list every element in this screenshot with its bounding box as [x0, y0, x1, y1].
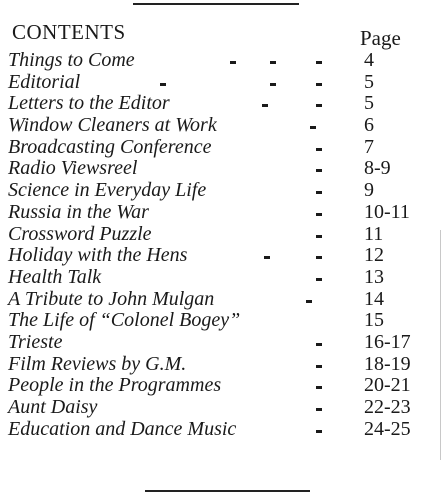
toc-entry-title: Trieste	[8, 330, 63, 353]
toc-entry-page: 4	[364, 49, 374, 71]
toc-entry	[0, 137, 445, 159]
toc-entry-page: 16-17	[364, 330, 411, 353]
toc-entry-page: 15	[364, 309, 384, 332]
top-rule	[133, 3, 299, 5]
toc-entry-title: The Life of “Colonel Bogey”	[8, 309, 241, 332]
toc-entry	[0, 93, 445, 115]
toc-entry-page: 11	[364, 222, 384, 245]
leader-dot	[316, 386, 322, 389]
toc-entry-page: 22-23	[364, 396, 411, 418]
toc-entry-title: A Tribute to John Mulgan	[8, 287, 215, 310]
toc-entry	[0, 180, 445, 202]
toc-entry-page: 6	[364, 114, 374, 137]
leader-dot	[310, 126, 316, 129]
leader-dot	[316, 83, 322, 86]
toc-entry-title: Health Talk	[8, 265, 102, 288]
leader-dot	[316, 365, 322, 368]
leader-dot	[316, 169, 322, 172]
page-column-heading: Page	[360, 26, 401, 50]
leader-dot	[316, 278, 322, 281]
toc-entry-page: 20-21	[364, 374, 411, 397]
leader-dot	[316, 235, 322, 238]
toc-entry	[0, 354, 445, 376]
toc-entry	[0, 50, 445, 72]
toc-entry-title: Broadcasting Conference	[8, 135, 212, 158]
toc-entry	[0, 267, 445, 289]
leader-dot	[316, 148, 322, 151]
leader-dot	[316, 430, 322, 433]
toc-entry-title: Aunt Daisy	[8, 396, 98, 418]
toc-entry	[0, 375, 445, 397]
leader-dot	[316, 256, 322, 259]
toc-entry	[0, 115, 445, 137]
toc-entry-page: 10-11	[364, 200, 410, 223]
toc-entry	[0, 332, 445, 354]
leader-dot	[316, 61, 322, 64]
toc-entry-title: Radio Viewsreel	[8, 157, 138, 180]
leader-dot	[270, 61, 276, 64]
toc-entry	[0, 158, 445, 180]
toc-entry-title: Editorial	[8, 70, 81, 93]
toc-entry	[0, 289, 445, 311]
toc-entry	[0, 72, 445, 94]
toc-entry-page: 5	[364, 70, 374, 93]
leader-dot	[264, 256, 270, 259]
toc-entry	[0, 310, 445, 332]
toc-entry-page: 8-9	[364, 157, 391, 180]
toc-entry-page: 5	[364, 92, 374, 115]
toc-entry-title: Letters to the Editor	[8, 92, 170, 115]
leader-dot	[306, 300, 312, 303]
bottom-rule	[145, 490, 310, 492]
toc-entry	[0, 397, 445, 419]
toc-entry-title: Crossword Puzzle	[8, 222, 152, 245]
leader-dot	[316, 104, 322, 107]
leader-dot	[316, 343, 322, 346]
leader-dot	[270, 83, 276, 86]
toc-entry-page: 24-25	[364, 417, 411, 440]
toc-entry-title: Film Reviews by G.M.	[8, 352, 187, 375]
toc-entry	[0, 245, 445, 267]
toc-entry-title: Window Cleaners at Work	[8, 114, 217, 137]
leader-dot	[160, 83, 166, 86]
toc-entry-title: Russia in the War	[8, 200, 149, 223]
contents-heading: CONTENTS	[12, 20, 126, 44]
leader-dot	[262, 104, 268, 107]
toc-entry-page: 9	[364, 179, 374, 202]
toc-entry-title: Things to Come	[8, 49, 135, 71]
toc-entry	[0, 224, 445, 246]
toc-entry-title: Holiday with the Hens	[8, 244, 188, 267]
toc-entry-page: 7	[364, 135, 374, 158]
toc-entry-page: 13	[364, 265, 384, 288]
toc-entry-page: 14	[364, 287, 384, 310]
toc-entry-page: 12	[364, 244, 384, 267]
toc-entry-title: People in the Programmes	[8, 374, 222, 397]
toc-entry-title: Education and Dance Music	[8, 417, 237, 440]
leader-dot	[316, 408, 322, 411]
toc-entry-page: 18-19	[364, 352, 411, 375]
leader-dot	[316, 191, 322, 194]
leader-dot	[230, 61, 236, 64]
toc-entry	[0, 419, 445, 441]
toc-entry	[0, 202, 445, 224]
toc-entry-title: Science in Everyday Life	[8, 179, 207, 202]
contents-list	[0, 50, 445, 440]
leader-dot	[316, 213, 322, 216]
